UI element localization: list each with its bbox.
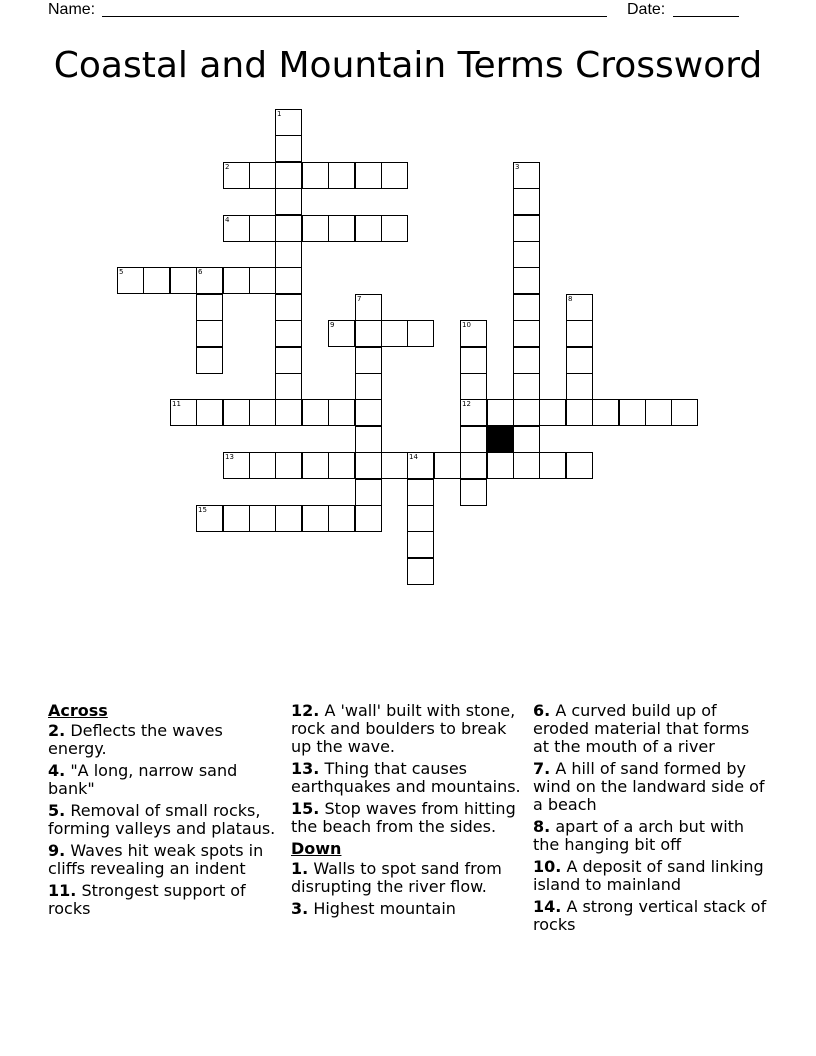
grid-cell[interactable] — [460, 452, 487, 479]
grid-cell-14[interactable] — [407, 452, 434, 479]
cell-number: 15 — [198, 506, 207, 514]
grid-cell[interactable] — [434, 452, 461, 479]
grid-cell[interactable] — [513, 320, 540, 347]
page-title: Coastal and Mountain Terms Crossword — [53, 45, 763, 86]
cell-number: 14 — [409, 453, 418, 461]
grid-cell[interactable] — [513, 347, 540, 374]
clue-across-5: 5. Removal of small rocks, forming valleys and plataus. — [48, 801, 276, 838]
clue-down-6: 6. A curved build up of eroded material that forms at the mouth of a river — [533, 701, 750, 756]
grid-cell[interactable] — [513, 215, 540, 242]
grid-cell[interactable] — [407, 531, 434, 558]
grid-cell[interactable] — [407, 479, 434, 506]
grid-cell[interactable] — [275, 267, 302, 294]
clue-down-10: 10. A deposit of sand linking island to mainland — [533, 857, 764, 894]
grid-cell[interactable] — [355, 452, 382, 479]
cell-number: 5 — [119, 268, 124, 276]
grid-cell[interactable] — [355, 426, 382, 453]
grid-cell[interactable] — [513, 452, 540, 479]
grid-cell[interactable] — [196, 399, 223, 426]
clue-down-14: 14. A strong vertical stack of rocks — [533, 897, 767, 934]
grid-cell[interactable] — [249, 215, 276, 242]
grid-cell[interactable] — [460, 479, 487, 506]
grid-cell[interactable] — [513, 188, 540, 215]
grid-cell[interactable] — [328, 215, 355, 242]
date-label: Date: — [627, 1, 666, 18]
grid-cell-4[interactable] — [223, 215, 250, 242]
grid-cell[interactable] — [487, 452, 514, 479]
across-heading: Across — [48, 701, 108, 720]
grid-cell[interactable] — [355, 479, 382, 506]
grid-cell[interactable] — [143, 267, 170, 294]
grid-cell-9[interactable] — [328, 320, 355, 347]
grid-cell[interactable] — [302, 215, 329, 242]
grid-cell[interactable] — [302, 399, 329, 426]
clue-across-9: 9. Waves hit weak spots in cliffs revealing an indent — [48, 841, 264, 878]
clue-across-11: 11. Strongest support of rocks — [48, 881, 246, 918]
black-square — [487, 426, 514, 453]
grid-cell[interactable] — [460, 347, 487, 374]
grid-cell[interactable] — [223, 267, 250, 294]
cell-number: 9 — [330, 321, 335, 329]
grid-cell[interactable] — [275, 241, 302, 268]
grid-cell[interactable] — [302, 162, 329, 189]
grid-cell[interactable] — [566, 373, 593, 400]
clue-across-12: 12. A 'wall' built with stone, rock and boulders to break up the wave. — [291, 701, 516, 756]
grid-cell[interactable] — [328, 162, 355, 189]
grid-cell[interactable] — [592, 399, 619, 426]
grid-cell[interactable] — [196, 320, 223, 347]
clues-column-3 — [533, 702, 769, 938]
cell-number: 3 — [515, 163, 520, 171]
grid-cell[interactable] — [275, 135, 302, 162]
grid-cell[interactable] — [302, 505, 329, 532]
grid-cell-10[interactable] — [460, 320, 487, 347]
cell-number: 8 — [568, 295, 573, 303]
grid-cell[interactable] — [566, 320, 593, 347]
grid-cell[interactable] — [619, 399, 646, 426]
grid-cell[interactable] — [328, 452, 355, 479]
cell-number: 12 — [462, 400, 471, 408]
clue-down-1: 1. Walls to spot sand from disrupting the river flow. — [291, 859, 502, 896]
grid-cell[interactable] — [275, 347, 302, 374]
grid-cell[interactable] — [275, 215, 302, 242]
grid-cell-6[interactable] — [196, 267, 223, 294]
grid-cell[interactable] — [460, 373, 487, 400]
grid-cell-3[interactable] — [513, 162, 540, 189]
clue-across-2: 2. Deflects the waves energy. — [48, 721, 223, 758]
grid-cell[interactable] — [513, 399, 540, 426]
grid-cell[interactable] — [513, 267, 540, 294]
grid-cell-2[interactable] — [223, 162, 250, 189]
grid-cell[interactable] — [407, 558, 434, 585]
clues-column-1 — [48, 702, 276, 922]
grid-cell-5[interactable] — [117, 267, 144, 294]
grid-cell[interactable] — [566, 452, 593, 479]
clue-across-13: 13. Thing that causes earthquakes and mountains. — [291, 759, 521, 796]
grid-cell[interactable] — [381, 452, 408, 479]
grid-cell[interactable] — [539, 399, 566, 426]
cell-number: 10 — [462, 321, 471, 329]
clue-across-15: 15. Stop waves from hitting the beach from the sides. — [291, 799, 516, 836]
clues-column-2 — [291, 702, 523, 922]
grid-cell[interactable] — [355, 320, 382, 347]
grid-cell[interactable] — [249, 162, 276, 189]
grid-cell[interactable] — [170, 267, 197, 294]
grid-cell[interactable] — [513, 373, 540, 400]
grid-cell[interactable] — [196, 294, 223, 321]
grid-cell-1[interactable] — [275, 109, 302, 136]
grid-cell[interactable] — [275, 505, 302, 532]
grid-cell[interactable] — [355, 373, 382, 400]
grid-cell[interactable] — [407, 505, 434, 532]
grid-cell[interactable] — [275, 399, 302, 426]
grid-cell[interactable] — [275, 294, 302, 321]
grid-cell[interactable] — [223, 399, 250, 426]
grid-cell-8[interactable] — [566, 294, 593, 321]
grid-cell[interactable] — [513, 426, 540, 453]
cell-number: 7 — [357, 295, 362, 303]
grid-cell[interactable] — [249, 452, 276, 479]
grid-cell[interactable] — [275, 188, 302, 215]
grid-cell[interactable] — [249, 267, 276, 294]
grid-cell[interactable] — [275, 162, 302, 189]
grid-cell-11[interactable] — [170, 399, 197, 426]
cell-number: 11 — [172, 400, 181, 408]
cell-number: 13 — [225, 453, 234, 461]
grid-cell[interactable] — [275, 320, 302, 347]
grid-cell[interactable] — [539, 452, 566, 479]
grid-cell[interactable] — [196, 347, 223, 374]
grid-cell[interactable] — [328, 505, 355, 532]
grid-cell[interactable] — [328, 399, 355, 426]
grid-cell-15[interactable] — [196, 505, 223, 532]
grid-cell[interactable] — [513, 241, 540, 268]
grid-cell[interactable] — [487, 399, 514, 426]
grid-cell[interactable] — [275, 373, 302, 400]
grid-cell-12[interactable] — [460, 399, 487, 426]
grid-cell[interactable] — [566, 347, 593, 374]
grid-cell[interactable] — [249, 505, 276, 532]
grid-cell[interactable] — [223, 505, 250, 532]
grid-cell[interactable] — [355, 347, 382, 374]
clue-down-7: 7. A hill of sand formed by wind on the landward side of a beach — [533, 759, 765, 814]
grid-cell[interactable] — [381, 162, 408, 189]
grid-cell-13[interactable] — [223, 452, 250, 479]
cell-number: 1 — [277, 110, 282, 118]
clue-down-3: 3. Highest mountain — [291, 899, 456, 918]
grid-cell[interactable] — [249, 399, 276, 426]
grid-cell[interactable] — [407, 320, 434, 347]
grid-cell[interactable] — [275, 452, 302, 479]
grid-cell[interactable] — [355, 505, 382, 532]
grid-cell[interactable] — [566, 399, 593, 426]
grid-cell[interactable] — [381, 320, 408, 347]
grid-cell[interactable] — [355, 399, 382, 426]
grid-cell[interactable] — [460, 426, 487, 453]
cell-number: 6 — [198, 268, 203, 276]
cell-number: 4 — [225, 216, 230, 224]
grid-cell[interactable] — [302, 452, 329, 479]
grid-cell[interactable] — [513, 294, 540, 321]
clue-across-4: 4. "A long, narrow sand bank" — [48, 761, 238, 798]
grid-cell[interactable] — [355, 215, 382, 242]
grid-cell[interactable] — [355, 162, 382, 189]
grid-cell-7[interactable] — [355, 294, 382, 321]
cell-number: 2 — [225, 163, 230, 171]
grid-cell[interactable] — [645, 399, 672, 426]
grid-cell[interactable] — [381, 215, 408, 242]
clue-down-8: 8. apart of a arch but with the hanging bit off — [533, 817, 745, 854]
down-heading: Down — [291, 839, 342, 858]
grid-cell[interactable] — [671, 399, 698, 426]
name-label: Name: — [48, 1, 96, 18]
